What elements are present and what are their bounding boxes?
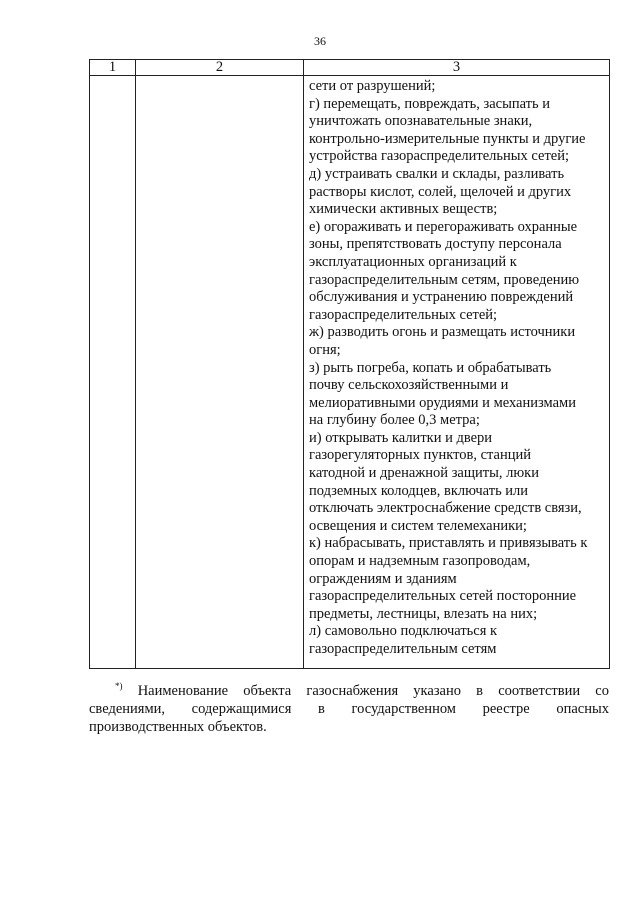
- table-row: [90, 76, 610, 669]
- list-line: на глубину более 0,3 метра;: [309, 412, 480, 429]
- list-line: ж) разводить огонь и размещать источники: [309, 324, 576, 341]
- list-line: освещения и систем телемеханики;: [309, 517, 527, 534]
- footnote: [89, 682, 609, 736]
- list-line: газораспределительных сетей;: [309, 306, 498, 323]
- list-line: газорегуляторных пунктов, станций: [309, 447, 531, 464]
- list-line: опорам и надземным газопроводам,: [309, 553, 531, 570]
- list-line: катодной и дренажной защиты, люки: [309, 465, 539, 482]
- column-header-3: 3: [304, 60, 610, 76]
- footnote-text: Наименование объекта газоснабжения указано в соответствии со: [137, 683, 609, 699]
- list-line: зоны, препятствовать доступу персонала: [309, 236, 562, 253]
- list-line: газораспределительным сетям: [309, 641, 497, 657]
- list-line: огня;: [309, 341, 341, 358]
- table-header-row: [90, 60, 610, 76]
- footnote-line: [89, 682, 609, 700]
- list-line: химически активных веществ;: [309, 201, 498, 218]
- list-line: эксплуатационных организаций к: [309, 253, 517, 270]
- list-line: е) огораживать и перегораживать охранные: [309, 218, 578, 235]
- list-line: уничтожать опознавательные знаки,: [309, 113, 533, 130]
- list-line: газораспределительных сетей посторонние: [309, 588, 577, 605]
- column-3-cell: [304, 76, 610, 669]
- list-line: и) открывать калитки и двери: [309, 429, 493, 446]
- column-header-1: 1: [90, 60, 136, 76]
- list-line: подземных колодцев, включать или: [309, 482, 529, 499]
- list-line: з) рыть погреба, копать и обрабатывать: [309, 359, 552, 376]
- footnote-marker: *): [115, 681, 123, 692]
- list-line: отключать электроснабжение средств связи,: [309, 500, 582, 517]
- list-line: устройства газораспределительных сетей;: [309, 148, 570, 165]
- list-line: газораспределительным сетям, проведению: [309, 271, 580, 288]
- requirements-table: [89, 59, 610, 669]
- list-line: л) самовольно подключаться к: [309, 623, 498, 640]
- list-line: д) устраивать свалки и склады, разливать: [309, 165, 565, 182]
- footnote-line: сведениями, содержащимися в государственном реестре опасных: [89, 701, 609, 717]
- prohibitions-list: [304, 76, 609, 659]
- list-line: к) набрасывать, приставлять и привязывать к: [309, 535, 588, 552]
- list-line: сети от разрушений;: [309, 78, 436, 94]
- list-line: растворы кислот, солей, щелочей и других: [309, 183, 572, 200]
- list-line: ограждениям и зданиям: [309, 570, 457, 587]
- footnote-line: производственных объектов.: [89, 719, 267, 735]
- column-header-2: 2: [136, 60, 304, 76]
- list-line: обслуживания и устранению повреждений: [309, 289, 574, 306]
- list-line: почву сельскохозяйственными и: [309, 377, 509, 394]
- column-1-cell: [90, 76, 136, 669]
- list-line: контрольно-измерительные пункты и другие: [309, 130, 586, 147]
- list-line: мелиоративными орудиями и механизмами: [309, 394, 576, 411]
- list-line: предметы, лестницы, влезать на них;: [309, 605, 538, 622]
- page-number: 36: [314, 34, 326, 48]
- list-line: г) перемещать, повреждать, засыпать и: [309, 95, 551, 112]
- column-2-cell: [136, 76, 304, 669]
